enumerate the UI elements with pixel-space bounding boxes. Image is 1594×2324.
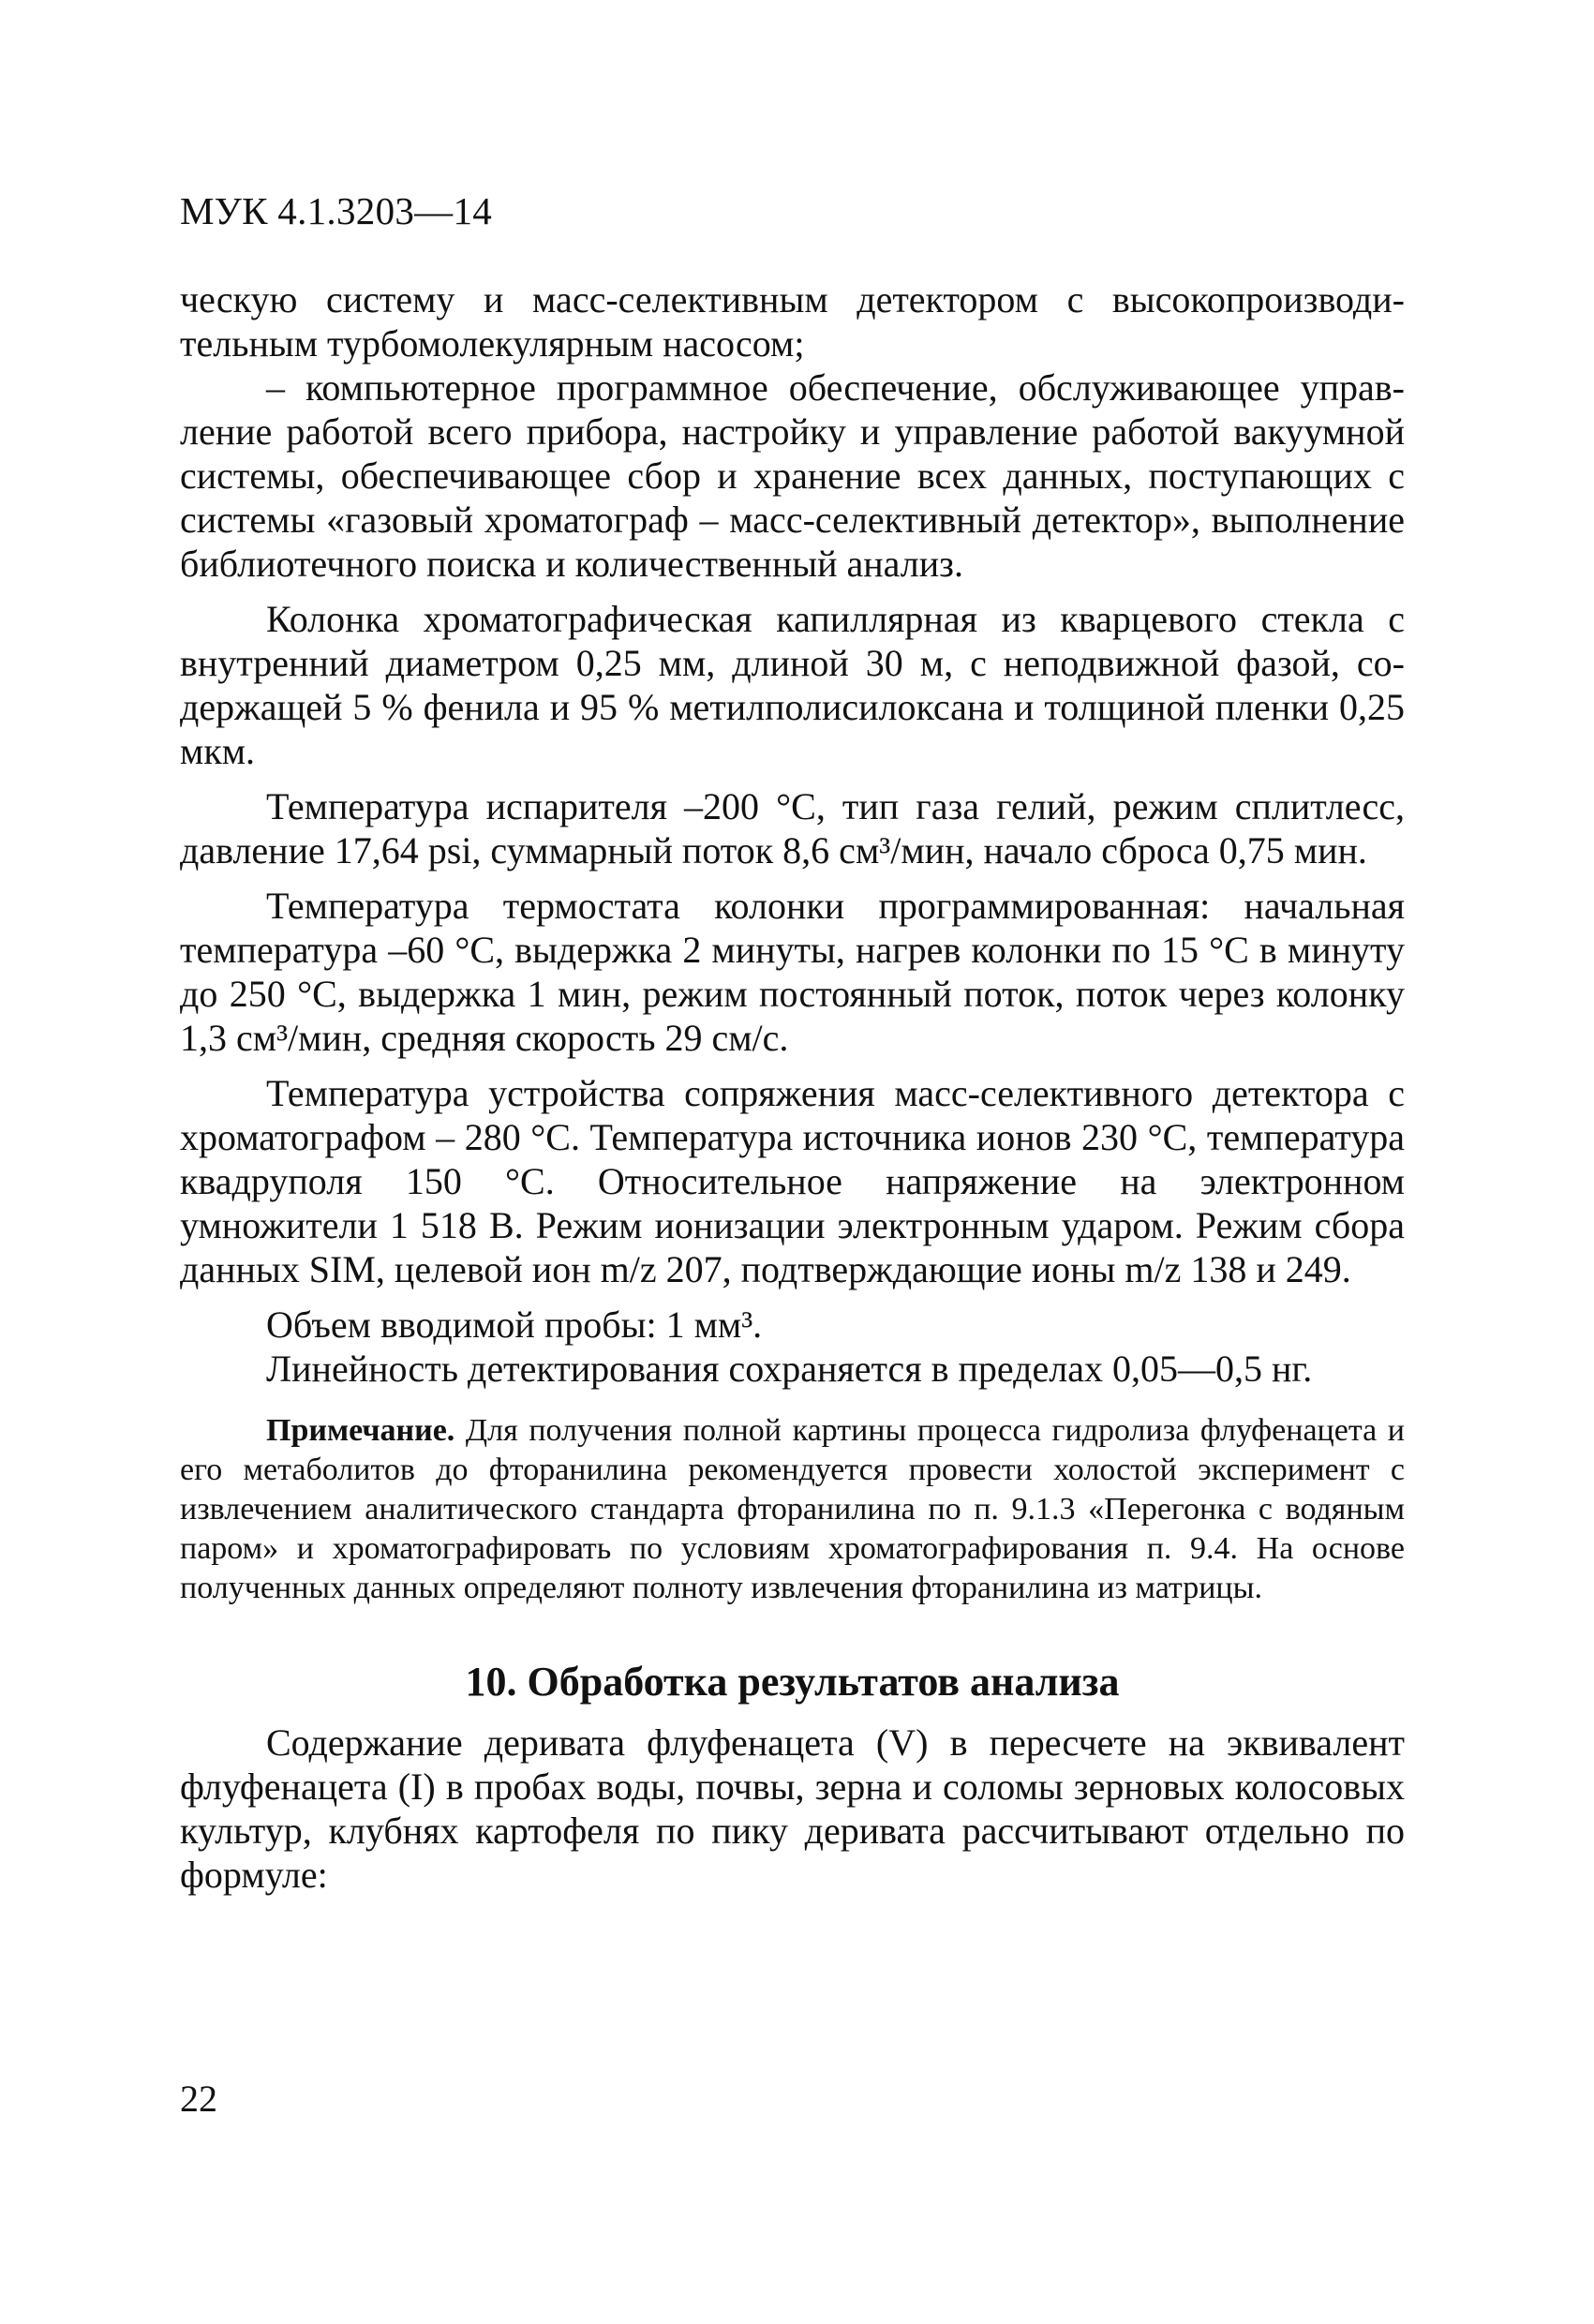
note-text: Для получения полной картины процесса гидролиза флуфенацета и его метаболитов до фторанилина рекомендуется провести холостой эксперимент с извлечением аналитического стандарта фторанилина по п. 9.1.3 «Перегонка с водяным паром» и хроматографировать по условиям хроматографирования п. 9.4. На основе полученных данных определяют полноту извлечения фторанилина из матрицы. xyxy=(180,1413,1405,1605)
page-number: 22 xyxy=(180,2078,217,2120)
paragraph-evaporator: Температура испарителя –200 °С, тип газа гелий, режим сплитлесс, давление 17,64 psi, суммарный поток 8,6 см³/мин, начало сброса 0,75 мин. xyxy=(180,785,1405,872)
paragraph-system-continuation: ческую систему и масс-селективным детектором с высокопроизводительным турбомолекулярным насосом; xyxy=(180,278,1405,365)
paragraph-injection-volume: Объем вводимой пробы: 1 мм³. xyxy=(266,1304,763,1346)
paragraph-column: Колонка хроматографическая капиллярная из кварцевого стекла с внутренний диаметром 0,25 мм, длиной 30 м, с неподвижной фазой, содержащей 5 % фенила и 95 % метилполисилоксана и толщиной пленки 0,25 мкм. xyxy=(180,598,1405,772)
paragraph-software: – компьютерное программное обеспечение, обслуживающее управление работой всего прибора, настройку и управление работой вакуумной системы, обеспечивающее сбор и хранение всех данных, поступающих с системы «газовый хроматограф – масс-селективный детектор», выполнение библиотечного поиска и количественный анализ. xyxy=(180,366,1405,585)
paragraph-results-processing: Содержание деривата флуфенацета (V) в пересчете на эквивалент флуфенацета (I) в пробах воды, почвы, зерна и соломы зерновых колосовых культур, клубнях картофеля по пику деривата рассчитывают отдельно по формуле: xyxy=(180,1721,1405,1896)
page-body xyxy=(180,277,1405,1897)
document-code-header: МУК 4.1.3203—14 xyxy=(180,189,493,232)
note-label: Примечание. xyxy=(266,1413,455,1448)
note-block xyxy=(180,1411,1405,1608)
paragraph-linearity: Линейность детектирования сохраняется в пределах 0,05—0,5 нг. xyxy=(266,1348,1313,1390)
paragraph-thermostat: Температура термостата колонки программированная: начальная температура –60 °С, выдержка 2 минуты, нагрев колонки по 15 °С в минуту до 250 °С, выдержка 1 мин, режим постоянный поток, поток через колонку 1,3 см³/мин, средняя скорость 29 см/с. xyxy=(180,885,1405,1059)
paragraph-detector-interface: Температура устройства сопряжения масс-селективного детектора с хроматографом – 280 °С. Температура источника ионов 230 °С, температура квадруполя 150 °С. Относительное напряжение на электронном умножители 1 518 В. Режим ионизации электронным ударом. Режим сбора данных SIM, целевой ион m/z 207, подтверждающие ионы m/z 138 и 249. xyxy=(180,1072,1405,1290)
section-heading: 10. Обработка результатов анализа xyxy=(465,1659,1120,1705)
